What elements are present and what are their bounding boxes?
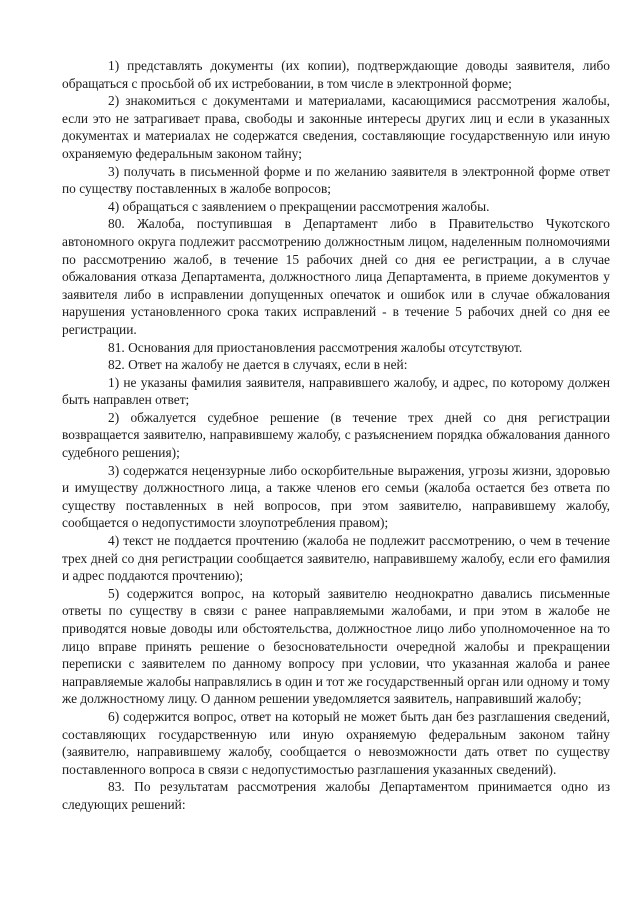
paragraph-80-review-period: 80. Жалоба, поступившая в Департамент либо в Правительство Чукотского автономного округа подлежит рассмотрению должностным лицом, наделенным полномочиями по рассмотрению жалоб, в течение 15 рабочих дней со дня ее регистрации, а в случае обжалования отказа Департамента, должностного лица Департамента, в приеме документов у заявителя либо в исправлении допущенных опечаток и ошибок или в случае обжалования нарушения установленного срока таких исправлений - в течение 5 рабочих дней со дня ее регистрации. [62, 216, 610, 337]
paragraph-83-decisions: 83. По результатам рассмотрения жалобы Департаментом принимается одно из следующих решений: [62, 779, 610, 812]
paragraph-3-receive-answer: 3) получать в письменной форме и по желанию заявителя в электронной форме ответ по существу поставленных в жалобе вопросов; [62, 163, 610, 197]
paragraph-82-6-secret-information: 6) содержится вопрос, ответ на который не может быть дан без разглашения сведений, составляющих государственную или иную охраняемую федеральным законом тайну (заявителю, направившему жалобу, сообщается о невозможности дать ответ по существу поставленного вопроса в связи с недопустимостью разглашения указанных сведений). [62, 708, 610, 777]
paragraph-82-5-repeated-question: 5) содержится вопрос, на который заявителю неоднократно давались письменные ответы по существу в связи с ранее направляемыми жалобами, и при этом в жалобе не приводятся новые доводы или обстоятельства, должностное лицо либо уполномоченное на то лицо вправе принять решение о безосновательности очередной жалобы и прекращении переписки с заявителем по данному вопросу при условии, что указанная жалоба и ранее направляемые жалобы направлялись в один и тот же государственный орган или одному и тому же должностному лицу. О данном решении уведомляется заявитель, направивший жалобу; [62, 585, 610, 707]
paragraph-1-submit-documents: 1) представлять документы (их копии), подтверждающие доводы заявителя, либо обращаться с просьбой об их истребовании, в том числе в электронной форме; [62, 58, 610, 91]
paragraph-82-1-no-name-address: 1) не указаны фамилия заявителя, направившего жалобу, и адрес, по которому должен быть направлен ответ; [62, 374, 610, 408]
paragraph-82-2-court-decision: 2) обжалуется судебное решение (в течение трех дней со дня регистрации возвращается заявителю, направившему жалобу, с разъяснением порядка обжалования данного судебного решения); [62, 409, 610, 461]
paragraph-2-review-materials: 2) знакомиться с документами и материалами, касающимися рассмотрения жалобы, если это не затрагивает права, свободы и законные интересы других лиц и если в указанных документах и материалах не содержатся сведения, составляющие государственную или иную охраняемую федеральным законом тайну; [62, 93, 610, 161]
paragraph-82-4-unreadable-text: 4) текст не поддается прочтению (жалоба не подлежит рассмотрению, о чем в течение трех дней со дня регистрации сообщается заявителю, направившему жалобу, если его фамилия и адрес поддаются прочтению); [62, 533, 610, 584]
paragraph-4-withdraw-complaint: 4) обращаться с заявлением о прекращении рассмотрения жалобы. [108, 198, 490, 214]
paragraph-82-no-answer-cases: 82. Ответ на жалобу не дается в случаях, если в ней: [108, 357, 408, 373]
paragraph-82-3-obscene-language: 3) содержатся нецензурные либо оскорбительные выражения, угрозы жизни, здоровью и имуществу должностного лица, а также членов его семьи (жалоба остается без ответа по существу поставленных в ней вопросов, при этом заявителю, направившему жалобу, сообщается о недопустимости злоупотребления правом); [62, 462, 610, 531]
paragraph-81-no-suspension: 81. Основания для приостановления рассмотрения жалобы отсутствуют. [108, 339, 523, 355]
